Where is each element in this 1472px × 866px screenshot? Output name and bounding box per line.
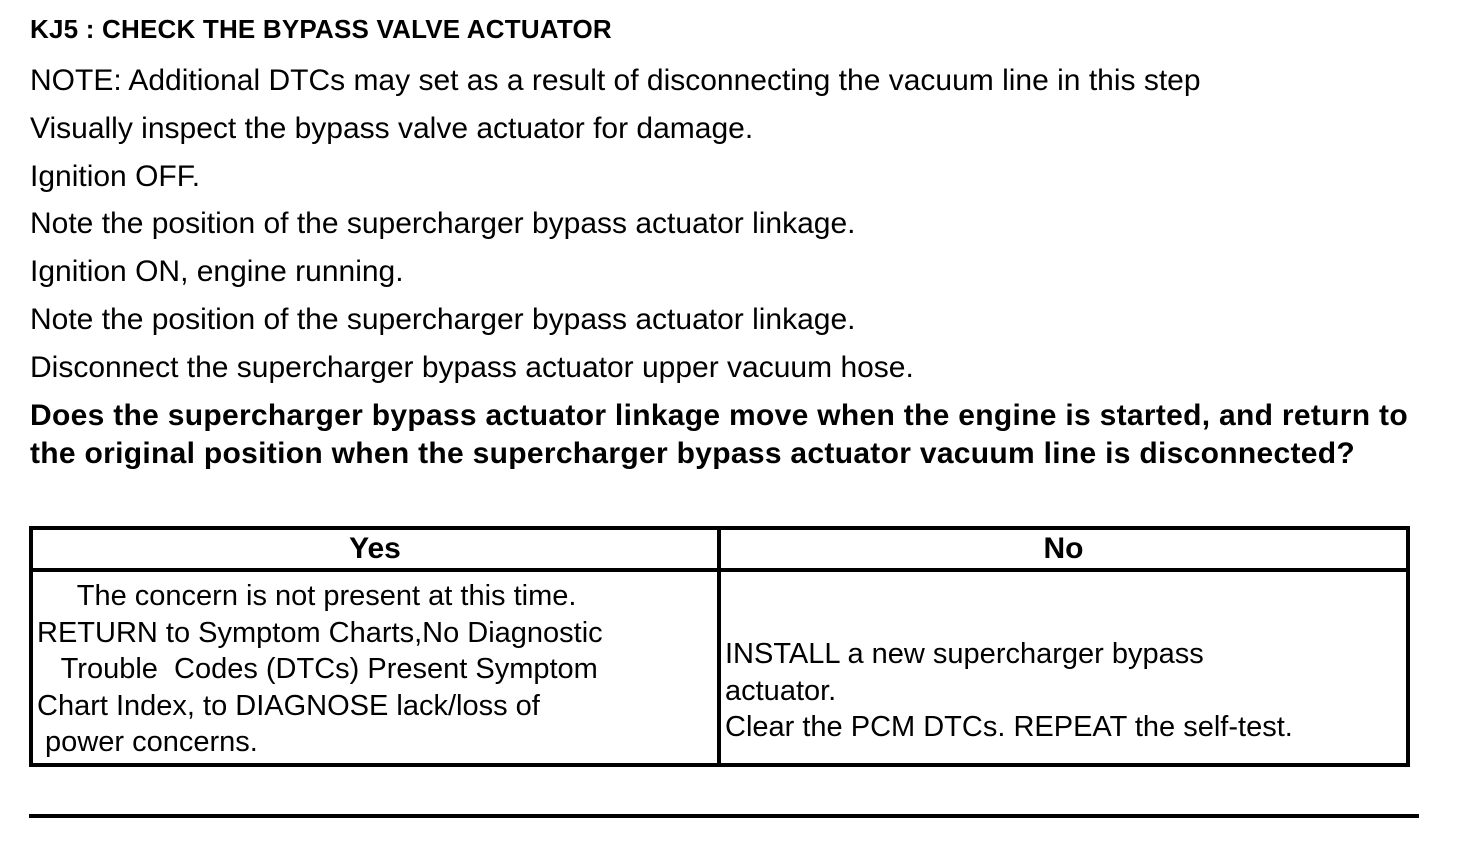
step-note-linkage-1: Note the position of the supercharger bypass actuator linkage. — [30, 207, 856, 240]
yes-result-cell: The concern is not present at this time. RETURN to Symptom Charts,No Diagnostic Trouble Codes (DTCs) Present Symptom Chart Index, to DIAGNOSE lack/loss of power concerns. — [37, 580, 603, 758]
step-visual-inspect: Visually inspect the bypass valve actuator for damage. — [30, 112, 754, 145]
step-ignition-off: Ignition OFF. — [30, 160, 201, 193]
no-column-header: No — [1043, 532, 1084, 565]
bottom-rule — [29, 814, 1419, 818]
diagnostic-question: Does the supercharger bypass actuator linkage move when the engine is started, and return to the original position when the supercharger bypass actuator vacuum line is disconnected? — [30, 399, 1408, 470]
header-divider — [33, 568, 1406, 572]
step-note-linkage-2: Note the position of the supercharger bypass actuator linkage. — [30, 303, 856, 336]
step-ignition-on: Ignition ON, engine running. — [30, 255, 404, 288]
procedure-title: KJ5 : CHECK THE BYPASS VALVE ACTUATOR — [30, 14, 612, 44]
yes-column-header: Yes — [349, 532, 401, 565]
step-disconnect-hose: Disconnect the supercharger bypass actuator upper vacuum hose. — [30, 351, 914, 384]
step-note: NOTE: Additional DTCs may set as a result of disconnecting the vacuum line in this step — [30, 64, 1201, 97]
no-result-cell: INSTALL a new supercharger bypass actuator. Clear the PCM DTCs. REPEAT the self-test. — [725, 638, 1293, 743]
result-table — [29, 526, 1410, 767]
